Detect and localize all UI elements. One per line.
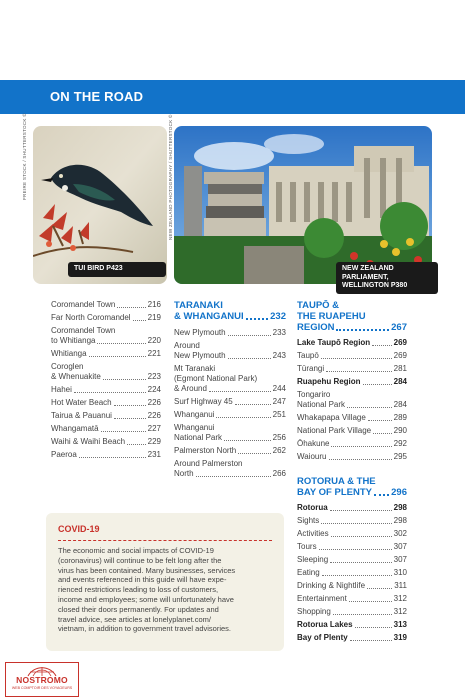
banner-title: ON THE ROAD: [50, 89, 144, 104]
toc-entry[interactable]: Tours 307: [297, 542, 407, 551]
toc-entry[interactable]: Lake Taupō Region 269: [297, 338, 407, 347]
toc-entry[interactable]: Hahei 224: [51, 385, 161, 394]
toc-entry[interactable]: Far North Coromandel 219: [51, 313, 161, 322]
toc-entry[interactable]: Whakapapa Village 289: [297, 413, 407, 422]
toc-column-2: [174, 300, 286, 482]
toc-entry[interactable]: Coromandel Town 216: [51, 300, 161, 309]
toc-entry[interactable]: Coroglen & Whenuakite 223: [51, 362, 161, 381]
toc-entry[interactable]: Tūrangi 281: [297, 364, 407, 373]
toc-entry[interactable]: Whitianga 221: [51, 349, 161, 358]
toc-entry[interactable]: National Park Village 290: [297, 426, 407, 435]
toc-entry[interactable]: Hot Water Beach 226: [51, 398, 161, 407]
toc-entry[interactable]: Around Palmerston North 266: [174, 459, 286, 478]
toc-entry[interactable]: Tongariro National Park 284: [297, 390, 407, 409]
section-banner: [0, 80, 465, 114]
photo-caption-right-line2: WELLINGTON P380: [342, 282, 408, 289]
photo-credit-left: FREIRE STOCK / SHUTTERSTOCK ©: [22, 113, 27, 200]
toc-column-1: [51, 300, 161, 463]
toc-entry[interactable]: Paeroa 231: [51, 450, 161, 459]
toc-entry[interactable]: Waihi & Waihi Beach 229: [51, 437, 161, 446]
covid-notice-box: [46, 513, 284, 651]
covid-divider: [58, 540, 272, 541]
photo-caption-left: TUI BIRD P423: [68, 262, 166, 277]
toc-entry[interactable]: Ruapehu Region 284: [297, 377, 407, 386]
toc-entry[interactable]: Taupō 269: [297, 351, 407, 360]
nostromo-logo: [5, 662, 79, 697]
photo-caption-right: [336, 262, 438, 294]
parliament-photo: [174, 126, 432, 284]
toc-entry[interactable]: Activities 302: [297, 529, 407, 538]
logo-name: NOSTROMO: [16, 675, 68, 685]
toc-column-3: [297, 300, 407, 646]
section-heading-rotorua[interactable]: ROTORUA & THE BAY OF PLENTY 296: [297, 476, 407, 498]
toc-entry[interactable]: Tairua & Pauanui 226: [51, 411, 161, 420]
toc-entry[interactable]: Rotorua 298: [297, 503, 407, 512]
tui-bird-photo: [33, 126, 167, 284]
toc-entry[interactable]: Ōhakune 292: [297, 439, 407, 448]
section-heading-taranaki[interactable]: TARANAKI & WHANGANUI 232: [174, 300, 286, 322]
covid-body: The economic and social impacts of COVID-19 (coronavirus) will continue to be felt long after the virus has been contained. Many businesses, services and events referenced in this guide will have expe- rienced restrictions leading to loss of customers, income and employees; some will unfortunately have closed their doors permanently. For updates and travel advice, see articles at lonelyplanet.com/ vietnam, in addition to government travel advisories.: [58, 546, 236, 634]
toc-entry[interactable]: Waiouru 295: [297, 452, 407, 461]
toc-entry[interactable]: Whangamatā 227: [51, 424, 161, 433]
toc-entry[interactable]: Whanganui 251: [174, 410, 286, 419]
toc-entry[interactable]: Surf Highway 45 247: [174, 397, 286, 406]
toc-entry[interactable]: Mt Taranaki (Egmont National Park) & Around 244: [174, 364, 286, 393]
logo-tagline: WEB COMPTOIR DES VOYAGEURS: [11, 686, 73, 690]
toc-entry[interactable]: Eating 310: [297, 568, 407, 577]
photo-caption-right-line1: NEW ZEALAND PARLIAMENT,: [342, 265, 394, 281]
photo-credit-right: NEW ZEALAND PHOTOGRAPHY / SHUTTERSTOCK ©: [168, 114, 173, 240]
toc-entry[interactable]: Rotorua Lakes 313: [297, 620, 407, 629]
toc-entry[interactable]: Coromandel Town to Whitianga 220: [51, 326, 161, 345]
toc-entry[interactable]: Around New Plymouth 243: [174, 341, 286, 360]
toc-entry[interactable]: Whanganui National Park 256: [174, 423, 286, 442]
toc-entry[interactable]: New Plymouth 233: [174, 328, 286, 337]
toc-entry[interactable]: Bay of Plenty 319: [297, 633, 407, 642]
toc-entry[interactable]: Sleeping 307: [297, 555, 407, 564]
toc-entry[interactable]: Sights 298: [297, 516, 407, 525]
toc-entry[interactable]: Entertainment 312: [297, 594, 407, 603]
section-heading-taupo[interactable]: TAUPŌ & THE RUAPEHU REGION 267: [297, 300, 407, 333]
covid-title: COVID-19: [58, 524, 100, 534]
toc-entry[interactable]: Palmerston North 262: [174, 446, 286, 455]
toc-entry[interactable]: Shopping 312: [297, 607, 407, 616]
toc-entry[interactable]: Drinking & Nightlife 311: [297, 581, 407, 590]
